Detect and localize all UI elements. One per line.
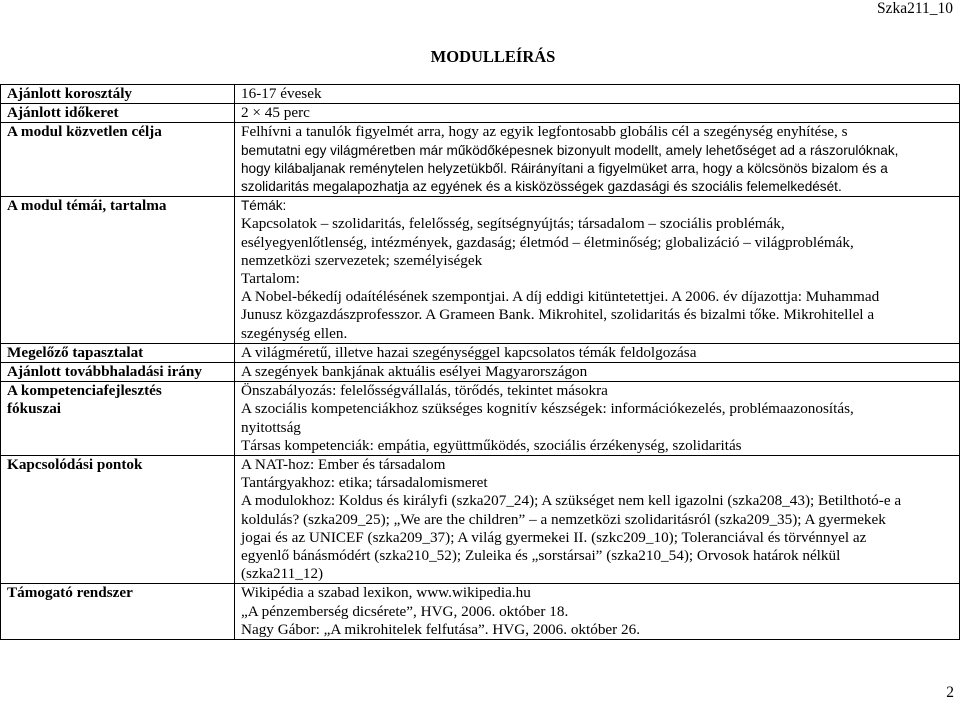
value-time: 2 × 45 perc — [235, 104, 960, 123]
value-competence — [235, 382, 960, 456]
links-modules-line: egyenlő bánásmódért (szka210_52); Zuleika és „sorstársai” (szka210_54); Orvosok határok nélkül — [241, 547, 841, 565]
content-line: Junusz közgazdászprofesszor. A Grameen Bank. Mikrohitel, szolidaritás és bizalmi tőke. Mikrohitellel a — [241, 306, 875, 324]
row-links — [1, 456, 960, 584]
row-topics — [1, 197, 960, 344]
page-title: MODULLEÍRÁS — [430, 47, 556, 66]
support-line: Nagy Gábor: „A mikrohitelek felfutása”. HVG, 2006. október 26. — [241, 620, 640, 638]
label-prior: Megelőző tapasztalat — [1, 343, 235, 362]
label-goal: A modul közvetlen célja — [1, 123, 235, 197]
competence-label-line: A kompetenciafejlesztés — [7, 382, 162, 400]
value-topics — [235, 197, 960, 344]
label-links: Kapcsolódási pontok — [1, 456, 235, 584]
content-line: A Nobel-békedíj odaítélésének szempontjai. A díj eddigi kitüntetettjei. A 2006. év díjazottja: Muhammad — [241, 288, 880, 306]
label-age: Ajánlott korosztály — [1, 85, 235, 104]
value-goal — [235, 123, 960, 197]
label-time: Ajánlott időkeret — [1, 104, 235, 123]
support-line: Wikipédia a szabad lexikon, www.wikipedia.hu — [241, 584, 531, 602]
links-modules-line: (szka211_12) — [241, 565, 324, 583]
row-prior — [1, 343, 960, 362]
row-age — [1, 85, 960, 104]
competence-line: nyitottság — [241, 418, 301, 436]
themes-heading: Témák: — [241, 198, 287, 214]
links-nat: A NAT-hoz: Ember és társadalom — [241, 456, 446, 474]
value-support — [235, 584, 960, 640]
label-next: Ajánlott továbbhaladási irány — [1, 363, 235, 382]
row-goal — [1, 123, 960, 197]
competence-line: Önszabályozás: felelősségvállalás, törődés, tekintet másokra — [241, 382, 608, 400]
row-time — [1, 104, 960, 123]
themes-line: Kapcsolatok – szolidaritás, felelősség, segítségnyújtás; társadalom – szociális problémák, — [241, 215, 785, 233]
label-support: Támogató rendszer — [1, 584, 235, 640]
themes-line: nemzetközi szervezetek; személyiségek — [241, 251, 483, 269]
content-line: szegénység ellen. — [241, 324, 348, 342]
row-support — [1, 584, 960, 640]
value-next: A szegények bankjának aktuális esélyei Magyarországon — [235, 363, 960, 382]
module-description-table — [0, 84, 960, 640]
competence-label-line: fókuszai — [7, 400, 62, 418]
row-next — [1, 363, 960, 382]
goal-line: Felhívni a tanulók figyelmét arra, hogy az egyik legfontosabb globális cél a szegénység enyhítése, s — [241, 123, 848, 141]
content-heading: Tartalom: — [241, 270, 300, 288]
competence-line: Társas kompetenciák: empátia, együttműködés, szociális érzékenység, szolidaritás — [241, 436, 742, 454]
goal-line: bemutatni egy világméretben már működőképesnek bizonyult modellt, amely lehetőséget ad a rászorulóknak, — [241, 142, 899, 158]
links-modules-line: jogai és az UNICEF (szka209_37); A világ gyermekei II. (szkc209_10); Toleranciával és törvénnyel az — [241, 528, 867, 546]
competence-line: A szociális kompetenciákhoz szükséges kognitív készségek: információkezelés, problémaazonosítás, — [241, 400, 854, 418]
links-subjects: Tantárgyakhoz: etika; társadalomismeret — [241, 474, 488, 492]
page-number: 2 — [946, 684, 954, 701]
goal-line: hogy kilábaljanak reménytelen helyzetükből. Ráirányítani a figyelmüket arra, hogy a kölcsönös bizalom és a — [241, 160, 888, 176]
links-modules-line: koldulás? (szka209_25); „We are the children” – a nemzetközi szolidaritásról (szka209_35); A gyermekek — [241, 510, 886, 528]
support-line: „A pénzemberség dicsérete”, HVG, 2006. október 18. — [241, 602, 569, 620]
label-competence — [1, 382, 235, 456]
label-topics: A modul témái, tartalma — [1, 197, 235, 344]
value-links — [235, 456, 960, 584]
links-modules-line: A modulokhoz: Koldus és királyfi (szka207_24); A szükséget nem kell igazolni (szka208_43); Betilthotó-e a — [241, 492, 902, 510]
themes-line: esélyegyenlőtlenség, intézmények, gazdaság; életmód – életminőség; globalizáció – világproblémák, — [241, 233, 854, 251]
value-prior: A világméretű, illetve hazai szegénységgel kapcsolatos témák feldolgozása — [235, 343, 960, 362]
goal-line: szolidaritás megalapozhatja az egyének és a kisközösségek gazdasági és szociális felemelkedését. — [241, 179, 842, 195]
value-age: 16-17 évesek — [235, 85, 960, 104]
row-competence — [1, 382, 960, 456]
document-code: Szka211_10 — [876, 0, 953, 17]
